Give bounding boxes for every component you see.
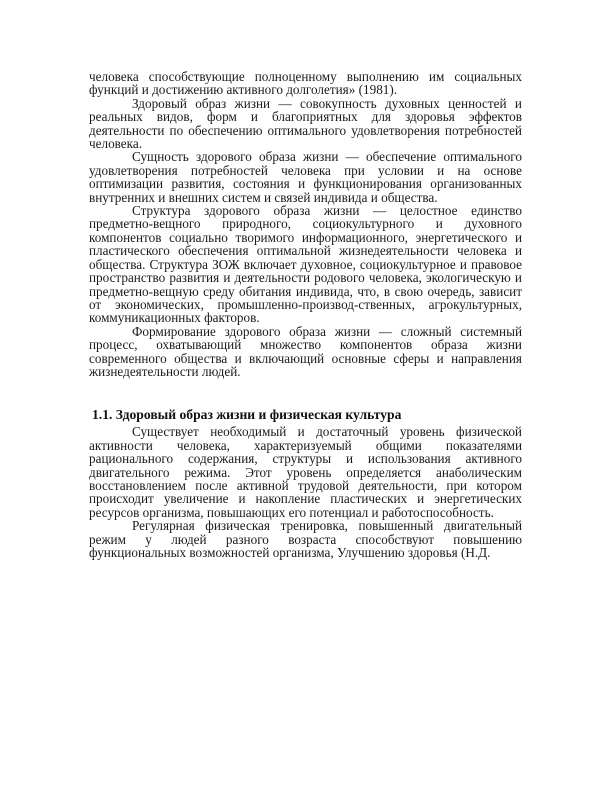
paragraph-activity-level: Существует необходимый и достаточный уровень физической активности человека, характеризуемый общими показателями рационального содержания, структуры и использования активного двигательного режима. Этот уровень определяется анаболическим восстановлением после активной трудовой деятельности, при котором происходит увеличение и накопление пластических и энергетических ресурсов организма, повышающих его потенциал и работоспособность. — [89, 424, 522, 520]
paragraph-continuation: человека способствующие полноценному выполнению им социальных функций и достижению активного долголетия» (1981). — [89, 69, 522, 98]
section-spacer — [89, 378, 522, 407]
section-heading: 1.1. Здоровый образ жизни и физическая культура — [92, 407, 402, 423]
document-page — [89, 70, 522, 559]
paragraph-formation: Формирование здорового образа жизни — сложный системный процесс, охватывающий множество компонентов образа жизни современного общества и включающий основные сферы и направления жизнедеятельности людей. — [89, 323, 522, 379]
paragraph-training: Регулярная физическая тренировка, повышенный двигательный режим у людей разного возраста способствуют повышению функциональных возможностей организма, Улучшению здоровья (Н.Д. — [89, 518, 522, 560]
paragraph-structure: Структура здорового образа жизни — целостное единство предметно-вещного природного, социокультурного и духовного компонентов социально творимого информационного, энергетического и пластического обеспечения оптимальной жизнедеятельности человека и общества. Структура ЗОЖ включает духовное, социокультурное и правовое пространство развития и деятельности родового человека, экологическую и предметно-вещную среду обитания индивида, что, в свою очередь, зависит от экономических, промышленно-производ-ственных, агрокультурных, коммуникационных факторов. — [89, 203, 522, 326]
paragraph-definition: Здоровый образ жизни — совокупность духовных ценностей и реальных видов, форм и благоприятных для здоровья эффектов деятельности по обеспечению оптимального удовлетворения потребностей человека. — [89, 95, 522, 152]
paragraph-essence: Сущность здорового образа жизни — обеспечение оптимального удовлетворения потребностей человека при условии и на основе оптимизации развития, состояния и функционирования организованных внутренних и внешних систем и связей индивида и общества. — [89, 149, 522, 205]
